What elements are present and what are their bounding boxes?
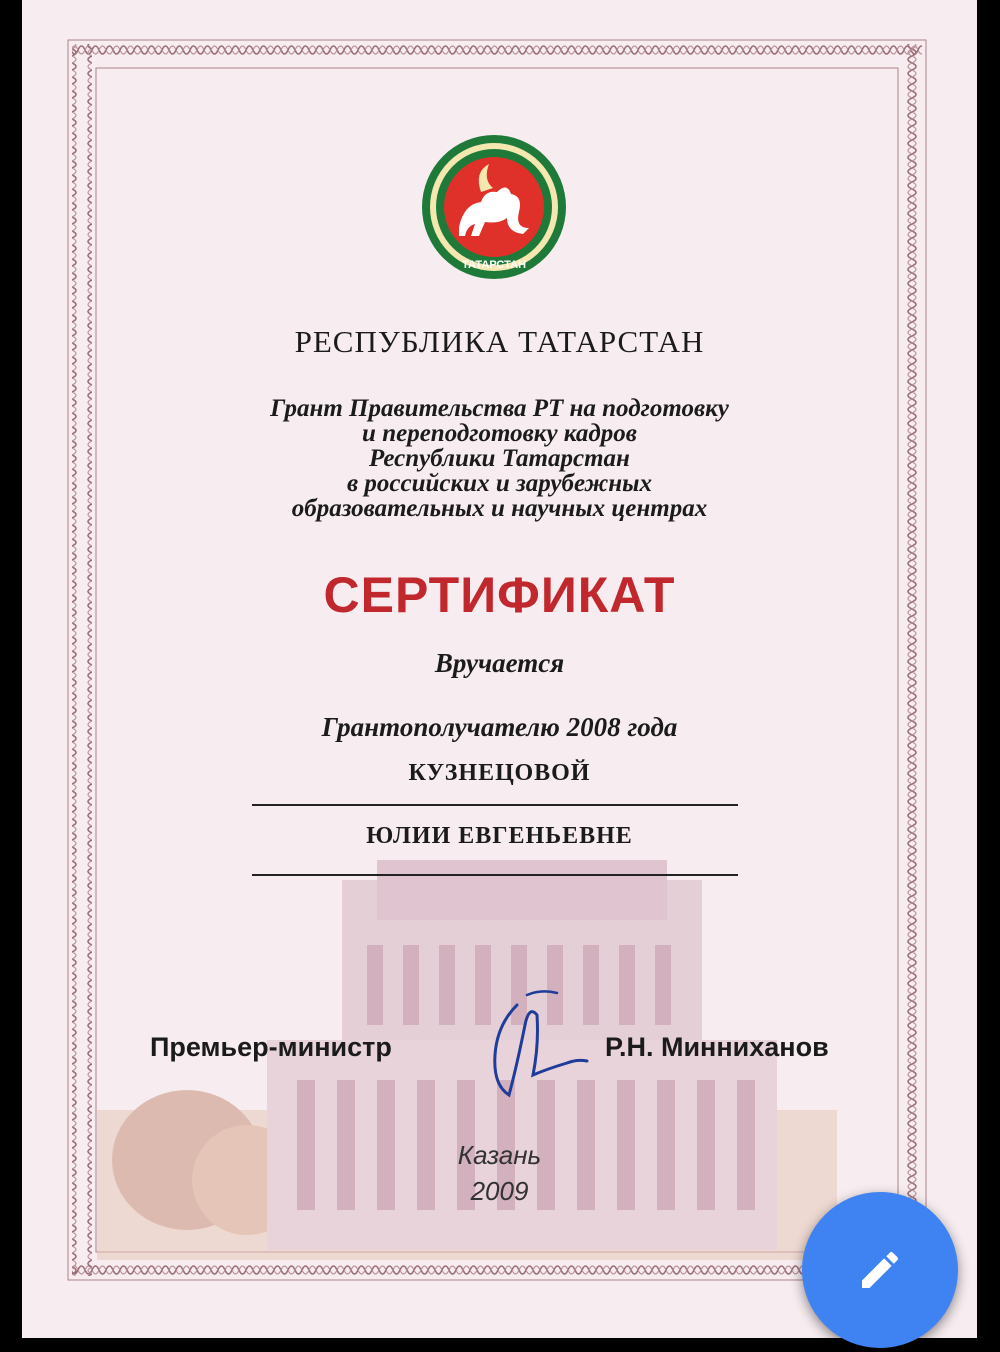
surname-underline	[252, 804, 738, 806]
tatarstan-emblem-icon	[419, 132, 569, 282]
pencil-edit-icon	[856, 1246, 904, 1294]
issue-year: 2009	[470, 1176, 529, 1206]
awarded-label: Вручается	[434, 648, 565, 678]
grant-line: образовательных и научных центрах	[291, 495, 708, 522]
handwritten-signature	[467, 985, 607, 1105]
names-underline	[252, 874, 738, 876]
recipient-label: Грантополучателю 2008 года	[321, 712, 678, 742]
grant-line: Грант Правительства РТ на подготовку	[270, 395, 729, 422]
recipient-surname: КУЗНЕЦОВОЙ	[408, 760, 591, 786]
republic-heading: РЕСПУБЛИКА ТАТАРСТАН	[294, 324, 705, 359]
signer-name: Р.Н. Минниханов	[605, 1032, 829, 1062]
grant-line: в российских и зарубежных	[347, 470, 652, 497]
grant-line: и переподготовку кадров	[362, 420, 637, 447]
recipient-given-names: ЮЛИИ ЕВГЕНЬЕВНЕ	[366, 823, 633, 849]
grant-description	[22, 396, 977, 521]
certificate-sheet	[22, 0, 977, 1338]
issue-city: Казань	[457, 1140, 542, 1170]
edit-button[interactable]	[802, 1192, 958, 1348]
emblem-text: ТАТАРСТАН	[461, 259, 527, 271]
signer-title: Премьер-министр	[150, 1032, 392, 1062]
certificate-title: СЕРТИФИКАТ	[323, 567, 676, 623]
grant-line: Республики Татарстан	[369, 445, 630, 472]
